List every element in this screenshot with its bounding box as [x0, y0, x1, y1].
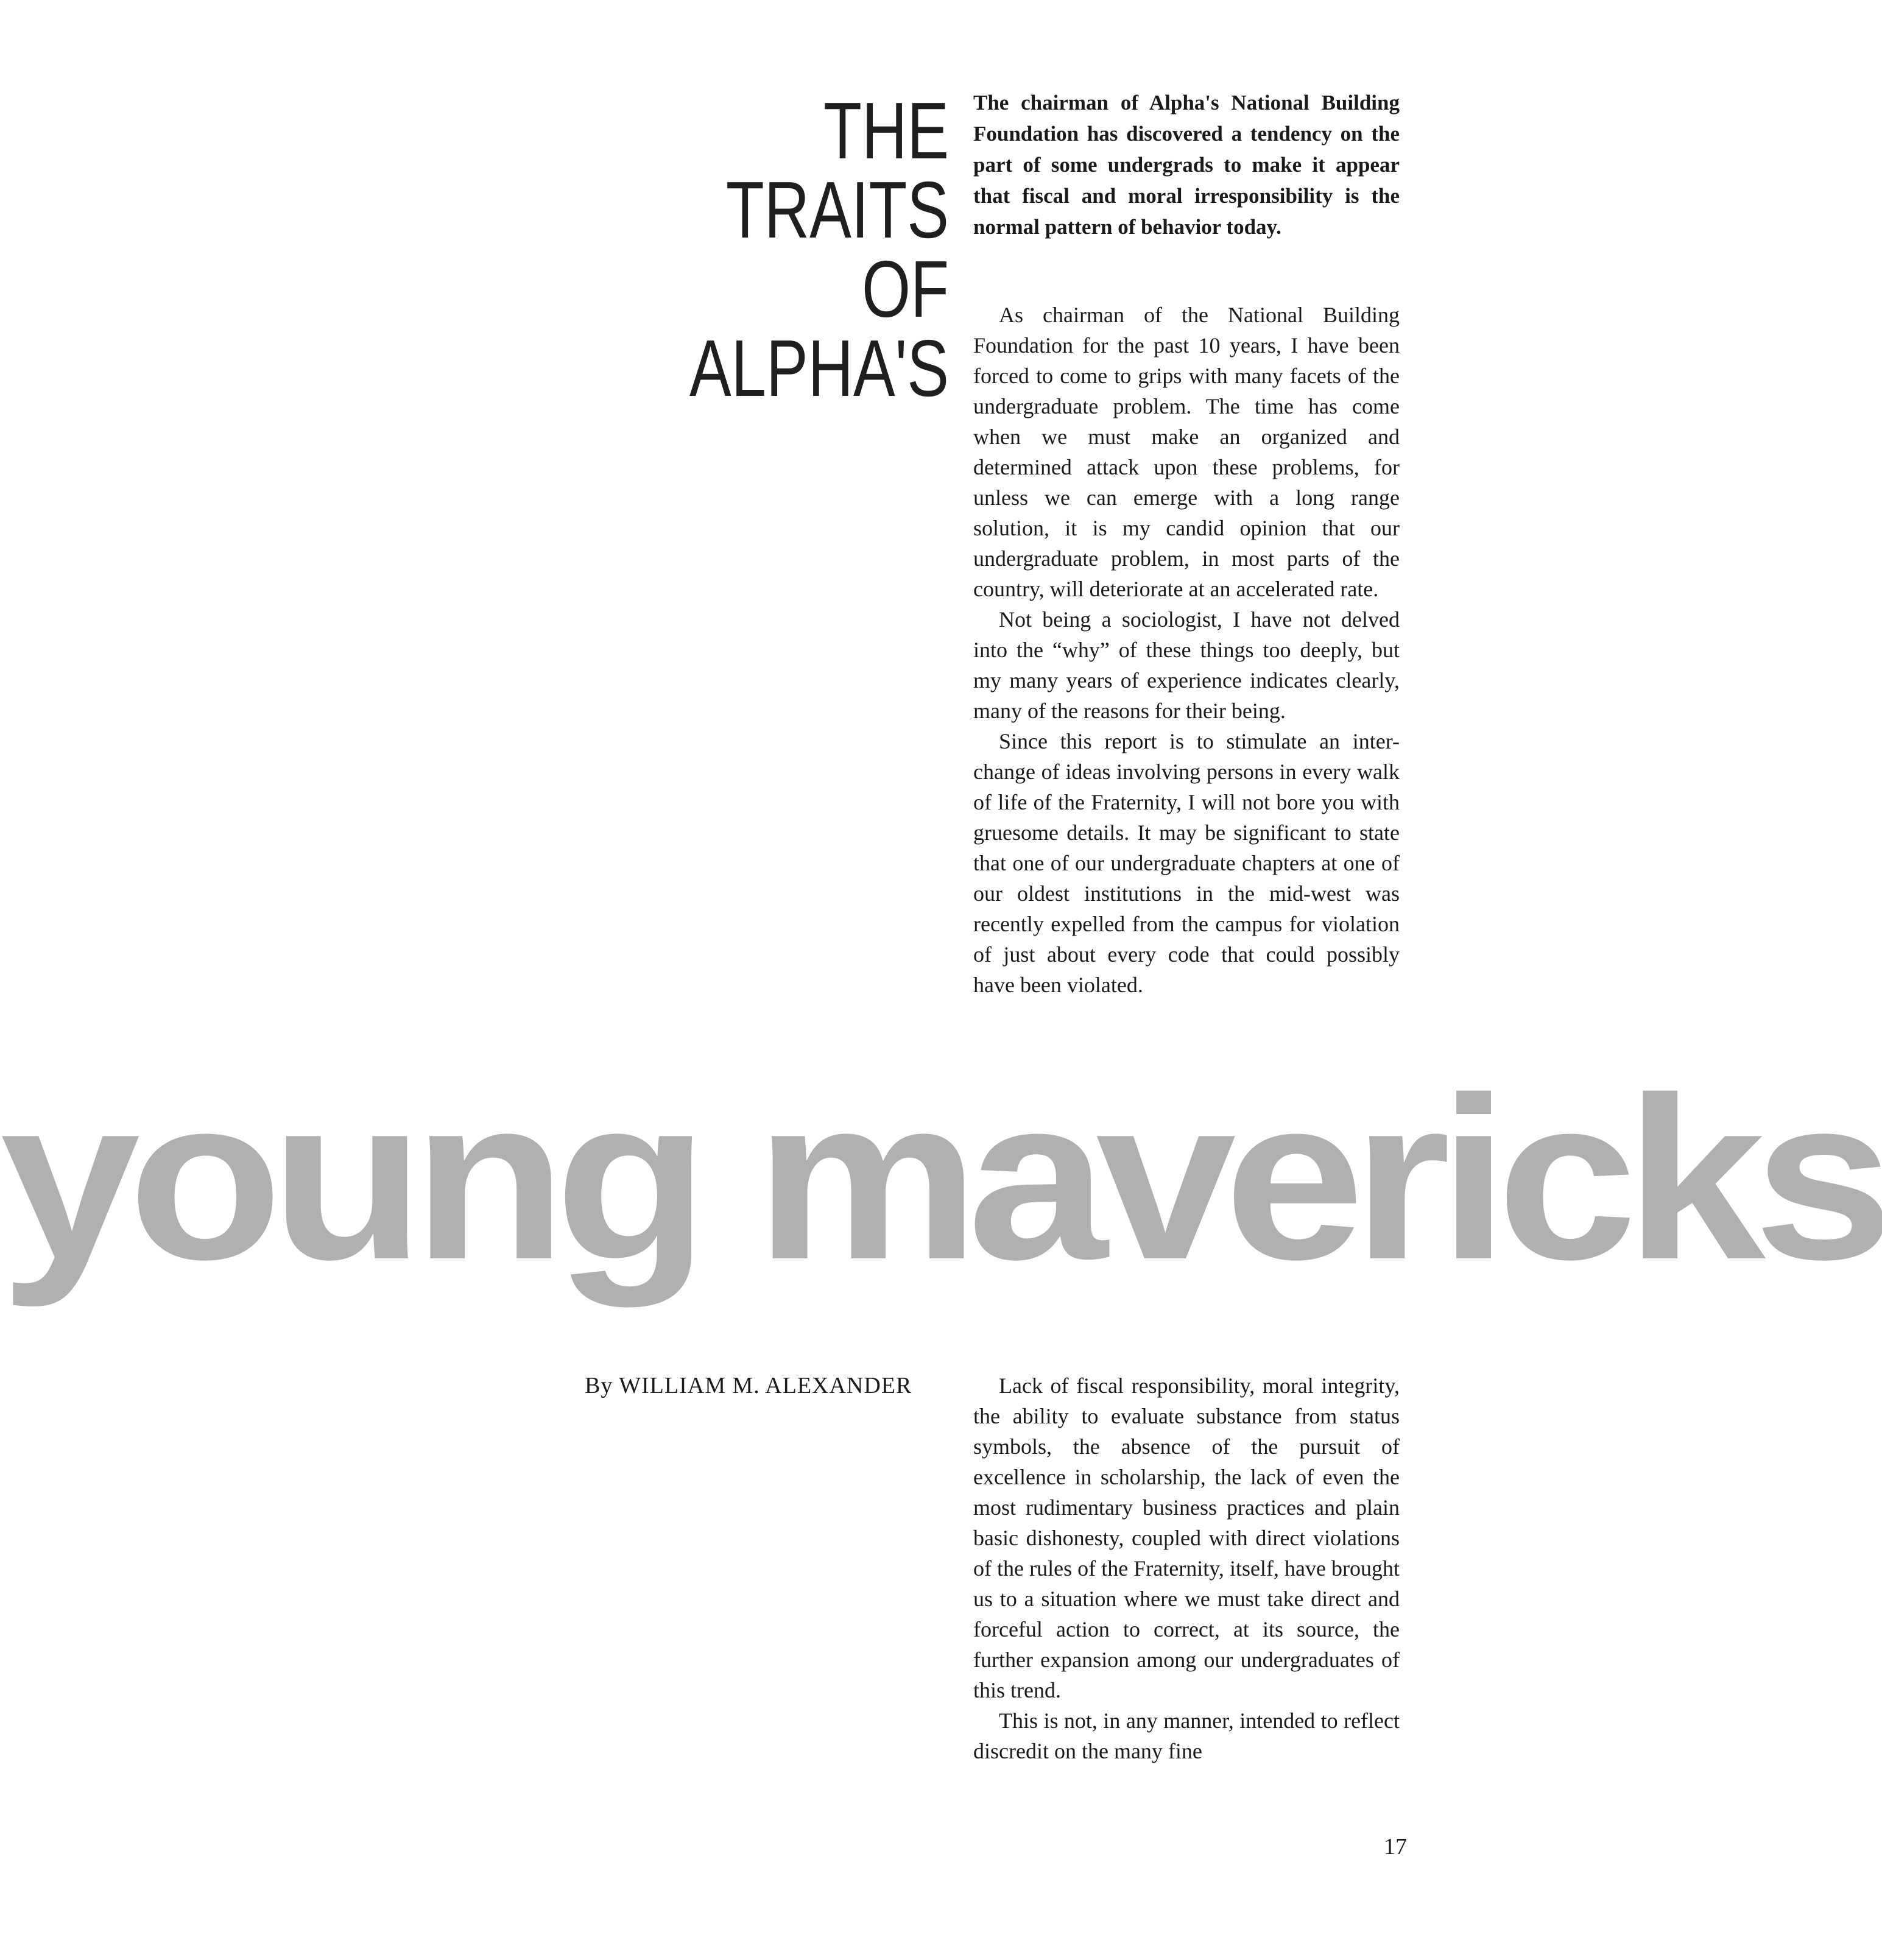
body-paragraph: Since this report is to stimulate an inter-change of ideas involving persons in every walk of life of the Fraternity, I will not bore you with gruesome details. It may be significant to state that one of our undergraduate chapters at one of our oldest institutions in the mid-west was recently expelled from the campus for violation of just about every code that could possibly have been violated. — [973, 729, 1400, 997]
body-paragraph: This is not, in any manner, intended to reflect discredit on the many fine — [973, 1708, 1400, 1763]
title-line-alphas: ALPHA'S — [689, 323, 949, 413]
title-line-of: OF — [862, 244, 949, 334]
body-column-bottom — [973, 1370, 1400, 1766]
lead-paragraph: The chairman of Alpha's National Building Foundation has discovered a tendency on the part of some undergrads to make it appear that fiscal and moral irresponsibility is the normal pattern of behavior today. — [973, 91, 1400, 239]
body-paragraph: Lack of fiscal responsibility, moral integrity, the ability to evaluate substance from status symbols, the absence of the pursuit of excellence in scholarship, the lack of even the most rudimentary business practices and plain basic dishonesty, coupled with direct violations of the rules of the Fraternity, itself, have brought us to a situation where we must take direct and forceful action to correct, at its source, the further expansion among our undergraduates of this trend. — [973, 1373, 1400, 1702]
title-banner: young mavericks — [0, 1049, 1882, 1308]
title-line-traits: TRAITS — [725, 165, 949, 255]
article-title — [683, 86, 949, 413]
body-paragraph: Not being a sociologist, I have not delved into the “why” of these things too deeply, but my many years of experience indicates clearly, many of the reasons for their being. — [973, 607, 1400, 723]
page-number: 17 — [1384, 1834, 1407, 1860]
byline: By WILLIAM M. ALEXANDER — [585, 1373, 912, 1398]
body-paragraph: As chairman of the National Building Foundation for the past 10 years, I have been forced to come to grips with many facets of the undergraduate problem. The time has come when we must make an organized and determined attack upon these problems, for unless we can emerge with a long range solution, it is my candid opinion that our undergraduate problem, in most parts of the country, will deteriorate at an accelerated rate. — [973, 303, 1400, 601]
title-line-the: THE — [823, 86, 949, 175]
body-column-top — [973, 300, 1400, 1000]
